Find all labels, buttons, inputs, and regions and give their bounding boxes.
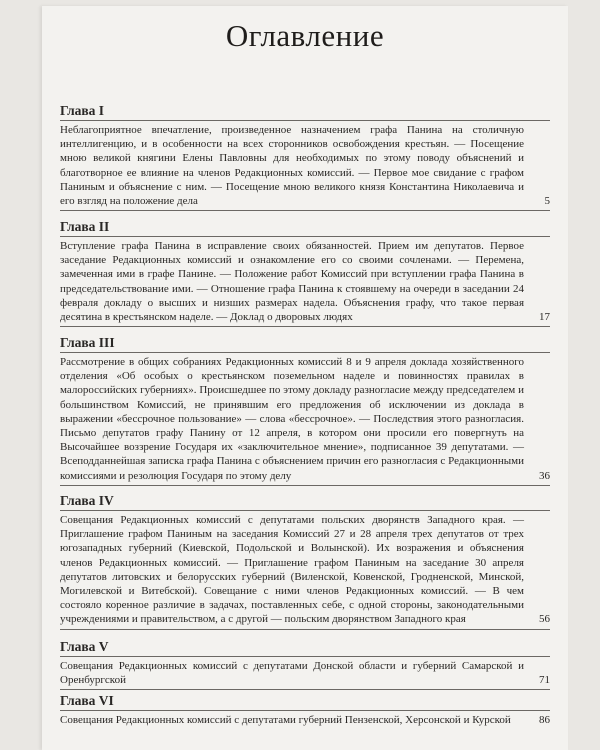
divider (60, 629, 550, 630)
chapter-page-number: 86 (539, 714, 550, 726)
chapter-heading: Глава VI (60, 692, 550, 711)
chapter-heading: Глава II (60, 218, 550, 237)
chapter-heading: Глава IV (60, 492, 550, 511)
chapter-summary (60, 123, 550, 208)
chapter-text: Совещания Редакционных комиссий с депутатами губерний Пензенской, Херсонской и Курской (60, 714, 511, 726)
chapter-text: Совещания Редакционных комиссий с депутатами польских дворянств Западного края. — Приглашение графом Паниным на заседания Комиссий 27 и 28 апреля трех депутатов от трех югозападных губерний (Киевской, Подольской и Волынской). Их возражения и объяснения членов Редакционных комиссий. — Приглашение графом Паниным на заседание 30 апреля депутатов литовских и белорусских губерний (Виленской, Ковенской, Гродненской, Минской, Могилевской и Витебской). Совещание с ними членов Редакционных комиссий. — В чем состояло коренное различие в задачах, поставленных себе, с одной стороны, законодательными учреждениями и правительством, а с другой — польским дворянством Западного края (60, 514, 524, 626)
divider (60, 210, 550, 211)
chapter-summary (60, 713, 550, 727)
chapter-page-number: 17 (539, 311, 550, 324)
chapter-4 (60, 492, 550, 630)
page (42, 6, 568, 750)
chapter-heading: Глава V (60, 638, 550, 657)
chapter-summary (60, 659, 550, 687)
chapter-summary (60, 355, 550, 483)
chapter-5 (60, 638, 550, 690)
chapter-2 (60, 218, 550, 327)
chapter-page-number: 5 (544, 195, 550, 208)
divider (60, 485, 550, 486)
chapter-summary (60, 513, 550, 627)
chapter-heading: Глава I (60, 102, 550, 121)
chapter-text: Рассмотрение в общих собраниях Редакционных комиссий 8 и 9 апреля доклада хозяйственного отделения «Об особых о крестьянском поземельном наделе и повинностях правилах в малороссийских губерниях». Происшедшее по этому докладу разногласие между председателем и большинством Комиссий, не принявшим его предложения об исключении из доклада в выражении «бессрочное пользование» — слова «бессрочное». — Последствия этого разногласия. Письмо депутатов графу Панину от 12 апреля, в котором они просили его повергнуть на Высочайшее воззрение Государя их «заключительное мнение», подписанное 39 депутатами. — Всеподданнейшая записка графа Панина с объяснением причин его разногласия с Редакционными комиссиями и резолюция Государя по этому делу (60, 356, 524, 482)
chapter-heading: Глава III (60, 334, 550, 353)
chapter-page-number: 36 (539, 469, 550, 482)
chapter-text: Неблагоприятное впечатление, произведенное назначением графа Панина на столичную интеллигенцию, и в особенности на всех сторонников освобождения крестьян. — Посещение мною великой княгини Елены Павловны для необходимых по этому поводу объяснений и благотворное ее влияние на членов Редакционных комиссий. — Первое мое свидание с графом Паниным и объяснение с ним. — Посещение мною великого князя Константина Николаевича и его взгляд на положение дела (60, 124, 524, 208)
chapter-summary (60, 239, 550, 324)
divider (60, 689, 550, 690)
page-title: Оглавление (225, 18, 385, 53)
chapter-text: Совещания Редакционных комиссий с депутатами Донской области и губерний Самарской и Оренбургской (60, 660, 524, 687)
chapter-3 (60, 334, 550, 486)
chapter-page-number: 56 (539, 613, 550, 626)
divider (60, 326, 550, 327)
chapter-text: Вступление графа Панина в исправление своих обязанностей. Прием им депутатов. Первое заседание Редакционных комиссий и ознакомление его со своими сочленами. — Перемена, замеченная ими в графе Панине. — Положение работ Комиссий при вступлении графа Панина в председательствование ими. — Отношение графа Панина к стоявшему на очереди в заседании 24 февраля докладу о высших и низших размерах надела. Объяснения графу, что такое первая десятина в крестьянском наделе. — Доклад о дворовых людях (60, 240, 524, 324)
chapter-page-number: 71 (539, 674, 550, 687)
chapter-6 (60, 692, 550, 727)
chapter-1 (60, 102, 550, 211)
